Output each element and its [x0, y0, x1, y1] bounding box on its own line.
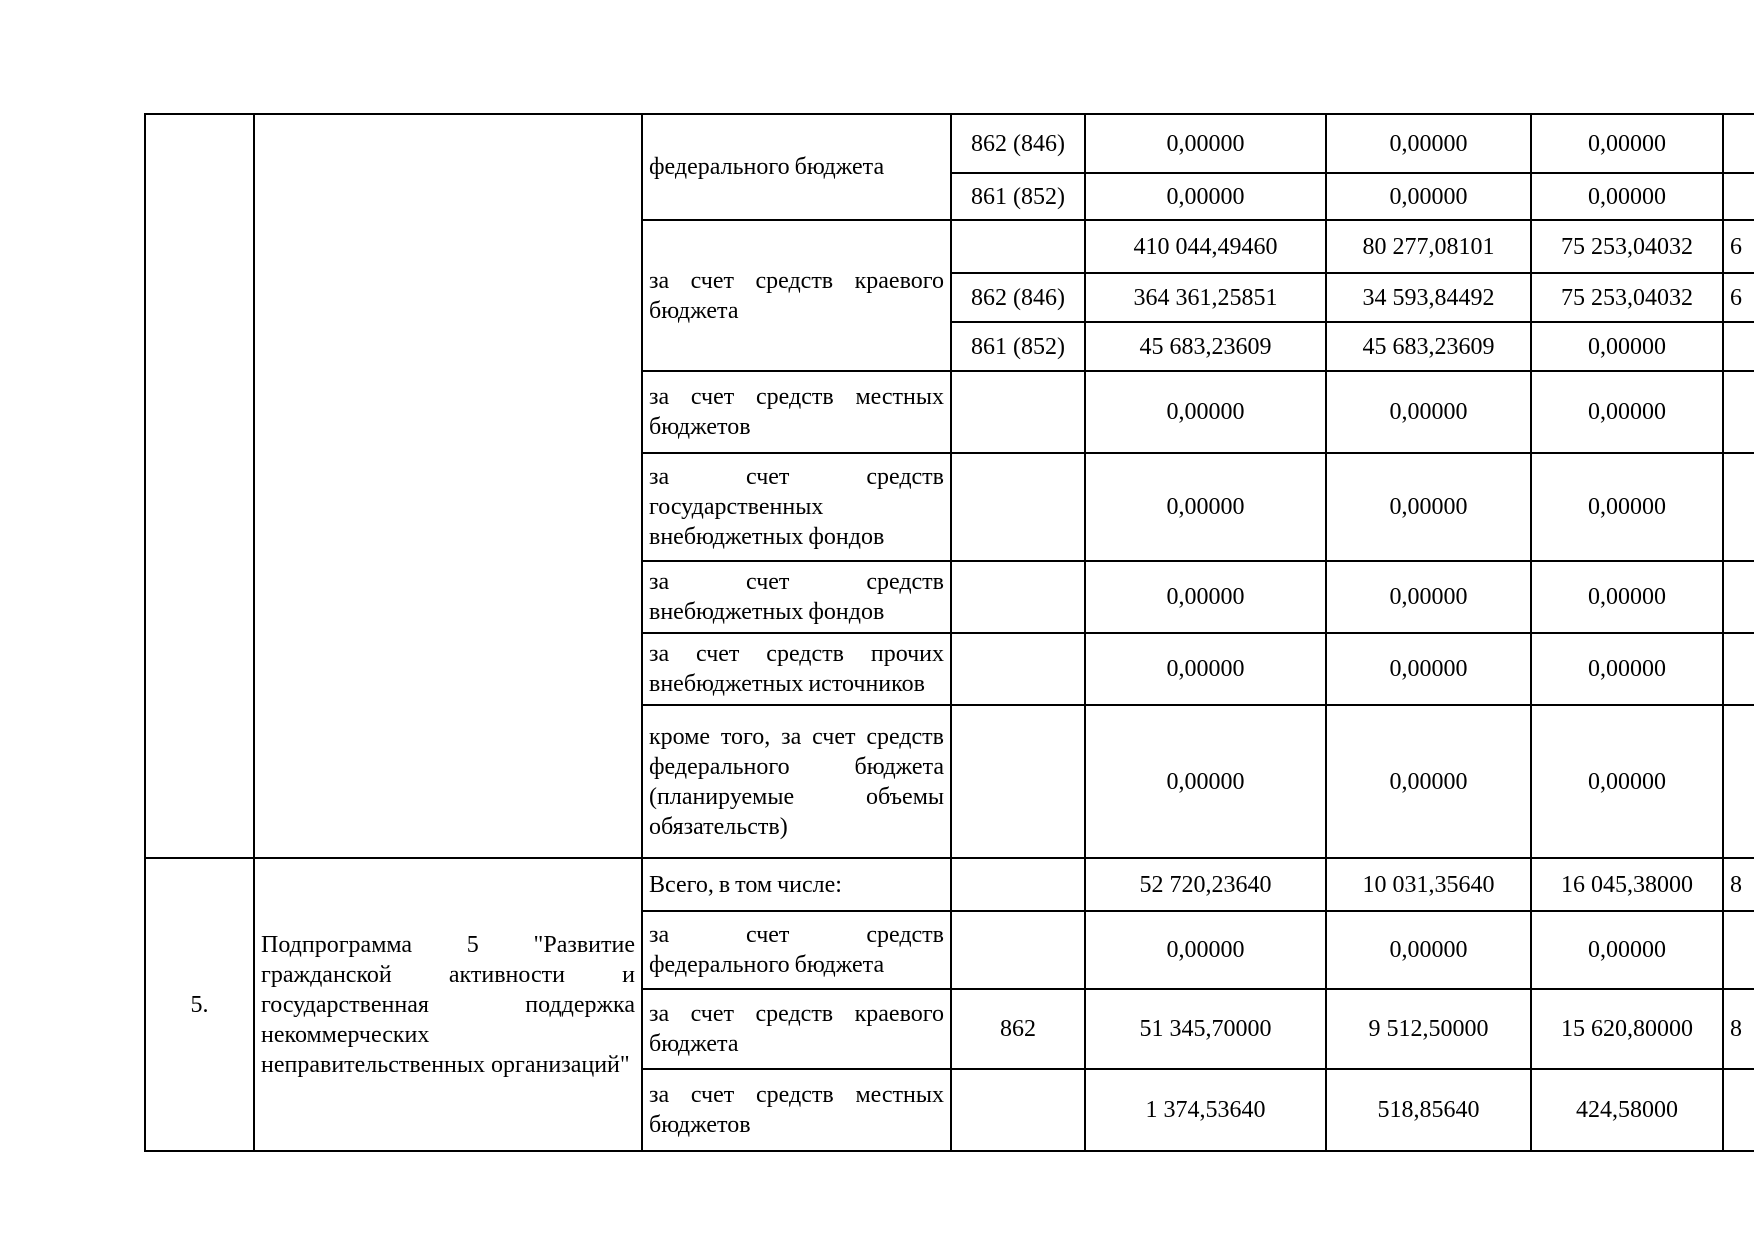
- amount-cell-1: 52 720,23640: [1085, 858, 1326, 911]
- amount-cell-3: 75 253,04032: [1531, 273, 1723, 322]
- budget-code-cell: 862 (846): [951, 273, 1085, 322]
- amount-cell-3: 0,00000: [1531, 705, 1723, 858]
- amount-cell-2: 0,00000: [1326, 114, 1531, 173]
- amount-cell-1: 364 361,25851: [1085, 273, 1326, 322]
- amount-cell-3: 0,00000: [1531, 911, 1723, 989]
- amount-cell-2: 0,00000: [1326, 173, 1531, 220]
- funding-source-cell: за счет средств внебюджетных фондов: [642, 561, 951, 633]
- amount-cell-4-clipped: [1723, 173, 1754, 220]
- budget-code-cell: 861 (852): [951, 322, 1085, 371]
- amount-cell-2: 0,00000: [1326, 911, 1531, 989]
- amount-cell-1: 0,00000: [1085, 173, 1326, 220]
- amount-cell-4-clipped: [1723, 911, 1754, 989]
- amount-cell-2: 518,85640: [1326, 1069, 1531, 1151]
- funding-source-cell: кроме того, за счет средств федерального бюджета (планируемые объемы обязательств): [642, 705, 951, 858]
- budget-code-cell: [951, 561, 1085, 633]
- funding-source-cell: за счет средств федерального бюджета: [642, 911, 951, 989]
- item-number-cell: [145, 114, 254, 858]
- amount-cell-1: 410 044,49460: [1085, 220, 1326, 273]
- funding-source-cell: за счет средств местных бюджетов: [642, 371, 951, 453]
- amount-cell-4-clipped: [1723, 1069, 1754, 1151]
- amount-cell-3: 75 253,04032: [1531, 220, 1723, 273]
- table-row: [145, 114, 1754, 173]
- amount-cell-2: 0,00000: [1326, 371, 1531, 453]
- funding-source-cell: за счет средств государственных внебюджетных фондов: [642, 453, 951, 561]
- amount-cell-4-clipped: 6: [1723, 273, 1754, 322]
- funding-source-cell: федерального бюджета: [642, 114, 951, 220]
- amount-cell-3: 0,00000: [1531, 322, 1723, 371]
- amount-cell-2: 0,00000: [1326, 561, 1531, 633]
- amount-cell-1: 0,00000: [1085, 633, 1326, 705]
- amount-cell-4-clipped: [1723, 633, 1754, 705]
- amount-cell-1: 45 683,23609: [1085, 322, 1326, 371]
- amount-cell-2: 80 277,08101: [1326, 220, 1531, 273]
- funding-source-cell: за счет средств краевого бюджета: [642, 220, 951, 371]
- amount-cell-1: 0,00000: [1085, 911, 1326, 989]
- table-row: [145, 858, 1754, 911]
- amount-cell-3: 0,00000: [1531, 371, 1723, 453]
- amount-cell-4-clipped: 8: [1723, 989, 1754, 1069]
- budget-code-cell: [951, 220, 1085, 273]
- amount-cell-4-clipped: 8: [1723, 858, 1754, 911]
- amount-cell-1: 0,00000: [1085, 453, 1326, 561]
- amount-cell-4-clipped: [1723, 114, 1754, 173]
- amount-cell-1: 1 374,53640: [1085, 1069, 1326, 1151]
- budget-code-cell: 861 (852): [951, 173, 1085, 220]
- amount-cell-2: 0,00000: [1326, 705, 1531, 858]
- item-name-cell: [254, 114, 642, 858]
- amount-cell-2: 0,00000: [1326, 453, 1531, 561]
- amount-cell-3: 0,00000: [1531, 633, 1723, 705]
- budget-code-cell: [951, 911, 1085, 989]
- amount-cell-2: 0,00000: [1326, 633, 1531, 705]
- item-name-cell: Подпрограмма 5 "Развитие гражданской активности и государственная поддержка некоммерческих неправительственных организаций": [254, 858, 642, 1151]
- amount-cell-4-clipped: 6: [1723, 220, 1754, 273]
- amount-cell-4-clipped: [1723, 561, 1754, 633]
- amount-cell-2: 10 031,35640: [1326, 858, 1531, 911]
- amount-cell-3: 0,00000: [1531, 173, 1723, 220]
- amount-cell-1: 0,00000: [1085, 561, 1326, 633]
- amount-cell-3: 424,58000: [1531, 1069, 1723, 1151]
- amount-cell-3: 16 045,38000: [1531, 858, 1723, 911]
- budget-table: [144, 113, 1754, 1152]
- funding-source-cell: за счет средств прочих внебюджетных источников: [642, 633, 951, 705]
- amount-cell-2: 45 683,23609: [1326, 322, 1531, 371]
- budget-code-cell: [951, 633, 1085, 705]
- funding-source-cell: за счет средств местных бюджетов: [642, 1069, 951, 1151]
- amount-cell-4-clipped: [1723, 705, 1754, 858]
- budget-code-cell: [951, 1069, 1085, 1151]
- amount-cell-3: 0,00000: [1531, 453, 1723, 561]
- item-number-cell: 5.: [145, 858, 254, 1151]
- amount-cell-1: 0,00000: [1085, 114, 1326, 173]
- amount-cell-2: 34 593,84492: [1326, 273, 1531, 322]
- amount-cell-1: 0,00000: [1085, 705, 1326, 858]
- amount-cell-4-clipped: [1723, 371, 1754, 453]
- budget-code-cell: [951, 371, 1085, 453]
- amount-cell-3: 0,00000: [1531, 561, 1723, 633]
- budget-code-cell: 862: [951, 989, 1085, 1069]
- budget-code-cell: 862 (846): [951, 114, 1085, 173]
- amount-cell-1: 0,00000: [1085, 371, 1326, 453]
- amount-cell-4-clipped: [1723, 453, 1754, 561]
- amount-cell-4-clipped: [1723, 322, 1754, 371]
- funding-source-cell: Всего, в том числе:: [642, 858, 951, 911]
- amount-cell-3: 15 620,80000: [1531, 989, 1723, 1069]
- budget-code-cell: [951, 453, 1085, 561]
- funding-source-cell: за счет средств краевого бюджета: [642, 989, 951, 1069]
- amount-cell-2: 9 512,50000: [1326, 989, 1531, 1069]
- amount-cell-1: 51 345,70000: [1085, 989, 1326, 1069]
- budget-code-cell: [951, 858, 1085, 911]
- budget-code-cell: [951, 705, 1085, 858]
- amount-cell-3: 0,00000: [1531, 114, 1723, 173]
